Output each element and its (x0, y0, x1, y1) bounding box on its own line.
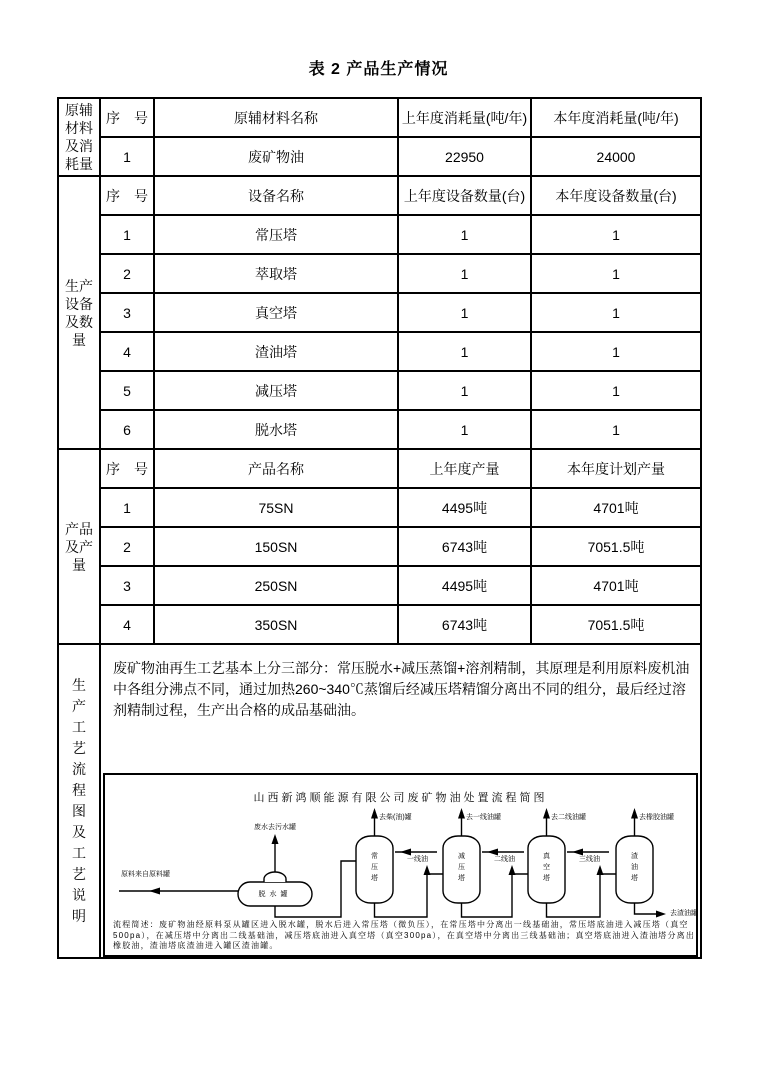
cell-thisyear: 1 (531, 332, 701, 371)
materials-row-lastyear: 22950 (398, 137, 531, 176)
tower-label-residue: 渣油塔 (631, 853, 638, 882)
flow-description: 流程简述：废矿物油经原料泵从罐区进入脱水罐，脱水后进入常压塔（微负压），在常压塔中分离出一线基础油，常压塔底油进入减压塔（真空500pa），在减压塔中分离出二线基础油，减压塔底油进入真空塔（真空300pa），在真空塔中分离出三线基础油；真空塔底油进入渣油塔分离出橡胶油，渣油塔底渣油进入罐区渣油罐。 (113, 920, 696, 950)
table-row (58, 293, 701, 332)
cell-thisyear: 1 (531, 215, 701, 254)
cell-lastyear: 1 (398, 410, 531, 449)
tower2-top-label: 去一线油罐 (466, 814, 501, 821)
table-row (58, 410, 701, 449)
table-row (58, 527, 701, 566)
cell-name: 常压塔 (154, 215, 398, 254)
cell-seq: 5 (100, 371, 154, 410)
cell-seq: 3 (100, 293, 154, 332)
cell-lastyear: 1 (398, 371, 531, 410)
table-row (58, 137, 701, 176)
tower3-top-label: 去二线油罐 (551, 814, 586, 821)
materials-row-name: 废矿物油 (154, 137, 398, 176)
cell-lastyear: 4495吨 (398, 488, 531, 527)
cell-seq: 4 (100, 605, 154, 644)
products-header-lastyear: 上年度产量 (398, 449, 531, 488)
cell-thisyear: 7051.5吨 (531, 605, 701, 644)
cell-lastyear: 1 (398, 254, 531, 293)
materials-section-label-cell (58, 98, 100, 176)
cell-name: 渣油塔 (154, 332, 398, 371)
dehydrator-label: 脱水罐 (258, 891, 292, 898)
cell-seq: 3 (100, 566, 154, 605)
cell-name: 减压塔 (154, 371, 398, 410)
materials-section-label: 原辅材料及消耗量 (65, 102, 93, 172)
cell-name: 350SN (154, 605, 398, 644)
materials-header-name: 原辅材料名称 (154, 98, 398, 137)
side-stream-label-3: 三线油 (579, 856, 600, 863)
equipment-section-label-cell (58, 176, 100, 449)
cell-name: 真空塔 (154, 293, 398, 332)
process-row (58, 644, 701, 958)
equipment-section-label: 生产设备及数量 (65, 277, 93, 348)
tower4-top-label: 去橡胶油罐 (639, 814, 674, 821)
table-row (58, 254, 701, 293)
production-table (57, 97, 702, 959)
table-row (58, 371, 701, 410)
products-header-row (58, 449, 701, 488)
flow-diagram (103, 773, 698, 957)
table-row (58, 332, 701, 371)
cell-lastyear: 1 (398, 215, 531, 254)
equipment-header-row (58, 176, 701, 215)
products-header-seq: 序 号 (100, 449, 154, 488)
wastewater-label: 废水去污水罐 (254, 824, 296, 831)
process-content-cell (100, 644, 701, 958)
cell-lastyear: 6743吨 (398, 605, 531, 644)
materials-row-thisyear: 24000 (531, 137, 701, 176)
equipment-header-seq: 序 号 (100, 176, 154, 215)
tower-label-atmospheric: 常压塔 (371, 853, 378, 882)
cell-lastyear: 6743吨 (398, 527, 531, 566)
cell-thisyear: 1 (531, 410, 701, 449)
tower-label-vacuum: 真空塔 (543, 853, 550, 882)
cell-seq: 4 (100, 332, 154, 371)
products-section-label: 产品及产量 (65, 520, 93, 573)
materials-row-seq: 1 (100, 137, 154, 176)
side-stream-label-1: 一线油 (407, 856, 428, 863)
materials-header-thisyear: 本年度消耗量(吨/年) (531, 98, 701, 137)
page-title: 表 2 产品生产情况 (308, 61, 449, 78)
cell-lastyear: 1 (398, 332, 531, 371)
equipment-header-thisyear: 本年度设备数量(台) (531, 176, 701, 215)
products-section-label-cell (58, 449, 100, 644)
process-section-label-cell (58, 644, 100, 958)
cell-thisyear: 7051.5吨 (531, 527, 701, 566)
feed-label: 原料来自原料罐 (121, 871, 170, 878)
cell-thisyear: 1 (531, 254, 701, 293)
cell-name: 150SN (154, 527, 398, 566)
cell-thisyear: 4701吨 (531, 488, 701, 527)
residue-out-label: 去渣油罐 (670, 910, 698, 917)
cell-seq: 6 (100, 410, 154, 449)
cell-lastyear: 1 (398, 293, 531, 332)
table-row (58, 215, 701, 254)
cell-thisyear: 4701吨 (531, 566, 701, 605)
cell-lastyear: 4495吨 (398, 566, 531, 605)
cell-name: 75SN (154, 488, 398, 527)
side-stream-label-2: 二线油 (494, 856, 515, 863)
diagram-title: 山西新鸿顺能源有限公司废矿物油处置流程简图 (253, 792, 548, 804)
cell-seq: 1 (100, 488, 154, 527)
materials-header-seq: 序 号 (100, 98, 154, 137)
cell-thisyear: 1 (531, 293, 701, 332)
cell-seq: 2 (100, 527, 154, 566)
products-header-thisyear: 本年度计划产量 (531, 449, 701, 488)
cell-thisyear: 1 (531, 371, 701, 410)
tower-label-reduced-pressure: 减压塔 (458, 853, 465, 882)
cell-name: 萃取塔 (154, 254, 398, 293)
process-content (103, 645, 698, 957)
materials-header-lastyear: 上年度消耗量(吨/年) (398, 98, 531, 137)
cell-name: 250SN (154, 566, 398, 605)
cell-name: 脱水塔 (154, 410, 398, 449)
equipment-header-lastyear: 上年度设备数量(台) (398, 176, 531, 215)
products-header-name: 产品名称 (154, 449, 398, 488)
materials-header-row (58, 98, 701, 137)
table-row (58, 488, 701, 527)
equipment-header-name: 设备名称 (154, 176, 398, 215)
tower1-top-label: 去柴(油)罐 (379, 814, 412, 821)
process-section-label: 生产工艺流程图及工艺说明 (72, 677, 86, 924)
cell-seq: 2 (100, 254, 154, 293)
cell-seq: 1 (100, 215, 154, 254)
table-row (58, 605, 701, 644)
process-description: 废矿物油再生工艺基本上分三部分：常压脱水+减压蒸馏+溶剂精制，其原理是利用原料废机油中各组分沸点不同，通过加热260~340℃蒸馏后经减压塔精馏分离出不同的组分，最后经过溶剂精制过程，生产出合格的成品基础油。 (113, 660, 690, 718)
table-row (58, 566, 701, 605)
